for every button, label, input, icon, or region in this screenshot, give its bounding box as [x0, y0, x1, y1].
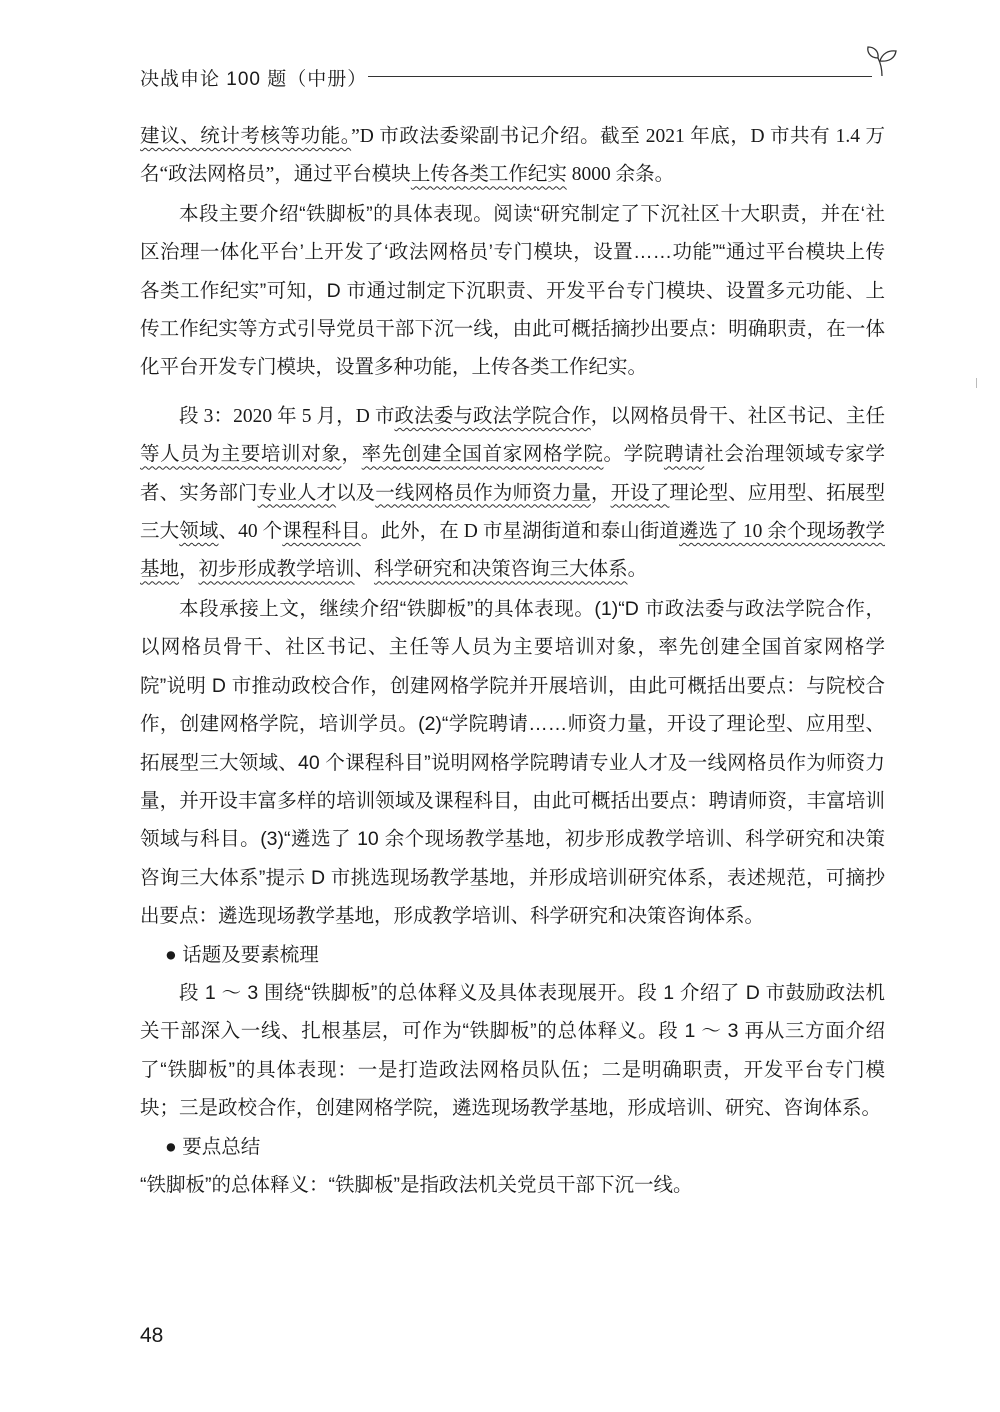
- text-run: 、40 个: [218, 521, 283, 543]
- underlined-phrase: 开设了: [610, 482, 670, 504]
- page-number: 48: [140, 1324, 164, 1347]
- text-run: 以及: [336, 482, 376, 504]
- paragraph-quote-continued: [140, 118, 885, 195]
- text-run: 。: [627, 559, 648, 581]
- underlined-phrase: 科学研究和决策咨询三大体系: [374, 559, 628, 581]
- underlined-phrase: 上传各类工作纪实: [410, 164, 567, 186]
- book-title: 决战申论 100 题（中册）: [140, 69, 368, 90]
- text-run: 、: [354, 559, 375, 581]
- underlined-phrase: 一线网格员作为师资力量: [375, 482, 591, 504]
- underlined-phrase: 专业人才: [257, 482, 337, 504]
- underlined-phrase: 聘请: [663, 444, 705, 466]
- paragraph-3-material: [140, 398, 885, 590]
- underlined-phrase: 建议、统计考核等功能。: [140, 126, 352, 147]
- body-text: [140, 118, 885, 1204]
- section-heading-topic: ● 话题及要素梳理: [165, 943, 319, 966]
- text-run: ，: [179, 559, 199, 581]
- running-header: [140, 56, 900, 96]
- paragraph-topic-summary: 段 1 ～ 3 围绕“铁脚板”的总体释义及具体表现展开。段 1 介绍了 D 市鼓励政法机关干部深入一线、扎根基层，可作为“铁脚板”的总体释义。段 1 ～ 3 再从三方面介绍了“铁脚板”的具体表现：一是打造政法网格员队伍；二是明确职责，开发平台专门模块；三是政校合作，创建网格学院，遴选现场教学基地，形成培训、研究、咨询体系。: [140, 981, 885, 1120]
- underlined-phrase: 政法委与政法学院合作: [394, 405, 591, 427]
- margin-mark: [976, 378, 977, 388]
- text-run: 。此外，在 D 市星湖街道和泰山街道: [360, 521, 680, 543]
- header-rule: [368, 76, 872, 77]
- text-run: 段 3：2020 年 5 月，D 市: [179, 405, 395, 427]
- paragraph-analysis-2: 本段承接上文，继续介绍“铁脚板”的具体表现。(1)“D 市政法委与政法学院合作，以网格员骨干、社区书记、主任等人员为主要培训对象，率先创建全国首家网格学院”说明 D 市推动政校合作，创建网格学院并开展培训，由此可概括出要点：与院校合作，创建网格学院，培训学员。(2)“学院聘请……师资力量，开设了理论型、应用型、拓展型三大领域、40 个课程科目”说明网格学院聘请专业人才及一线网格员作为师资力量，并开设丰富多样的培训领域及课程科目，由此可概括出要点：聘请师资，丰富培训领域与科目。(3)“遴选了 10 余个现场教学基地，初步形成教学培训、科学研究和决策咨询三大体系”提示 D 市挑选现场教学基地，并形成培训研究体系，表述规范，可摘抄出要点：遴选现场教学基地，形成教学培训、科学研究和决策咨询体系。: [140, 597, 885, 928]
- sprout-icon: [864, 42, 900, 78]
- underlined-phrase: 初步形成教学培训: [198, 559, 355, 581]
- text-run: 社会治理领域专家学者、实务部门: [140, 444, 885, 504]
- text-run: ，以网格员骨干、社区书记、主任: [590, 405, 885, 427]
- text-run: 。学院: [603, 444, 664, 466]
- underlined-phrase: 遴选了 10 余个现场教学基地: [140, 521, 885, 581]
- text-run: ”D 市政法委梁副书记介绍。截至 2021 年底，D 市共有 1.4 万名“政法网格员”，通过平台模块: [140, 126, 885, 186]
- underlined-phrase: 等人员为主要培训对象: [140, 444, 342, 466]
- paragraph-definition: “铁脚板”的总体释义：“铁脚板”是指政法机关党员干部下沉一线。: [140, 1173, 693, 1196]
- underlined-phrase: 课程科目: [282, 521, 361, 543]
- paragraph-analysis-1: 本段主要介绍“铁脚板”的具体表现。阅读“研究制定了下沉社区十大职责，并在‘社区治理一体化平台’上开发了‘政法网格员’专门模块，设置……功能”“通过平台模块上传各类工作纪实”可知，D 市通过制定下沉职责、开发平台专门模块、设置多元功能、上传工作纪实等方式引导党员干部下沉一线，由此可概括摘抄出要点：明确职责，在一体化平台开发专门模块，设置多种功能，上传各类工作纪实。: [140, 202, 885, 379]
- text-run: ，: [341, 444, 362, 466]
- text-run: 理论型、应用型、拓展型三大: [140, 482, 885, 543]
- text-run: 8000 余条。: [566, 164, 675, 186]
- underlined-phrase: 率先创建全国首家网格学院: [361, 444, 604, 466]
- text-run: ，: [590, 482, 611, 504]
- section-heading-points: ● 要点总结: [165, 1135, 261, 1158]
- underlined-phrase: 领域: [179, 521, 219, 543]
